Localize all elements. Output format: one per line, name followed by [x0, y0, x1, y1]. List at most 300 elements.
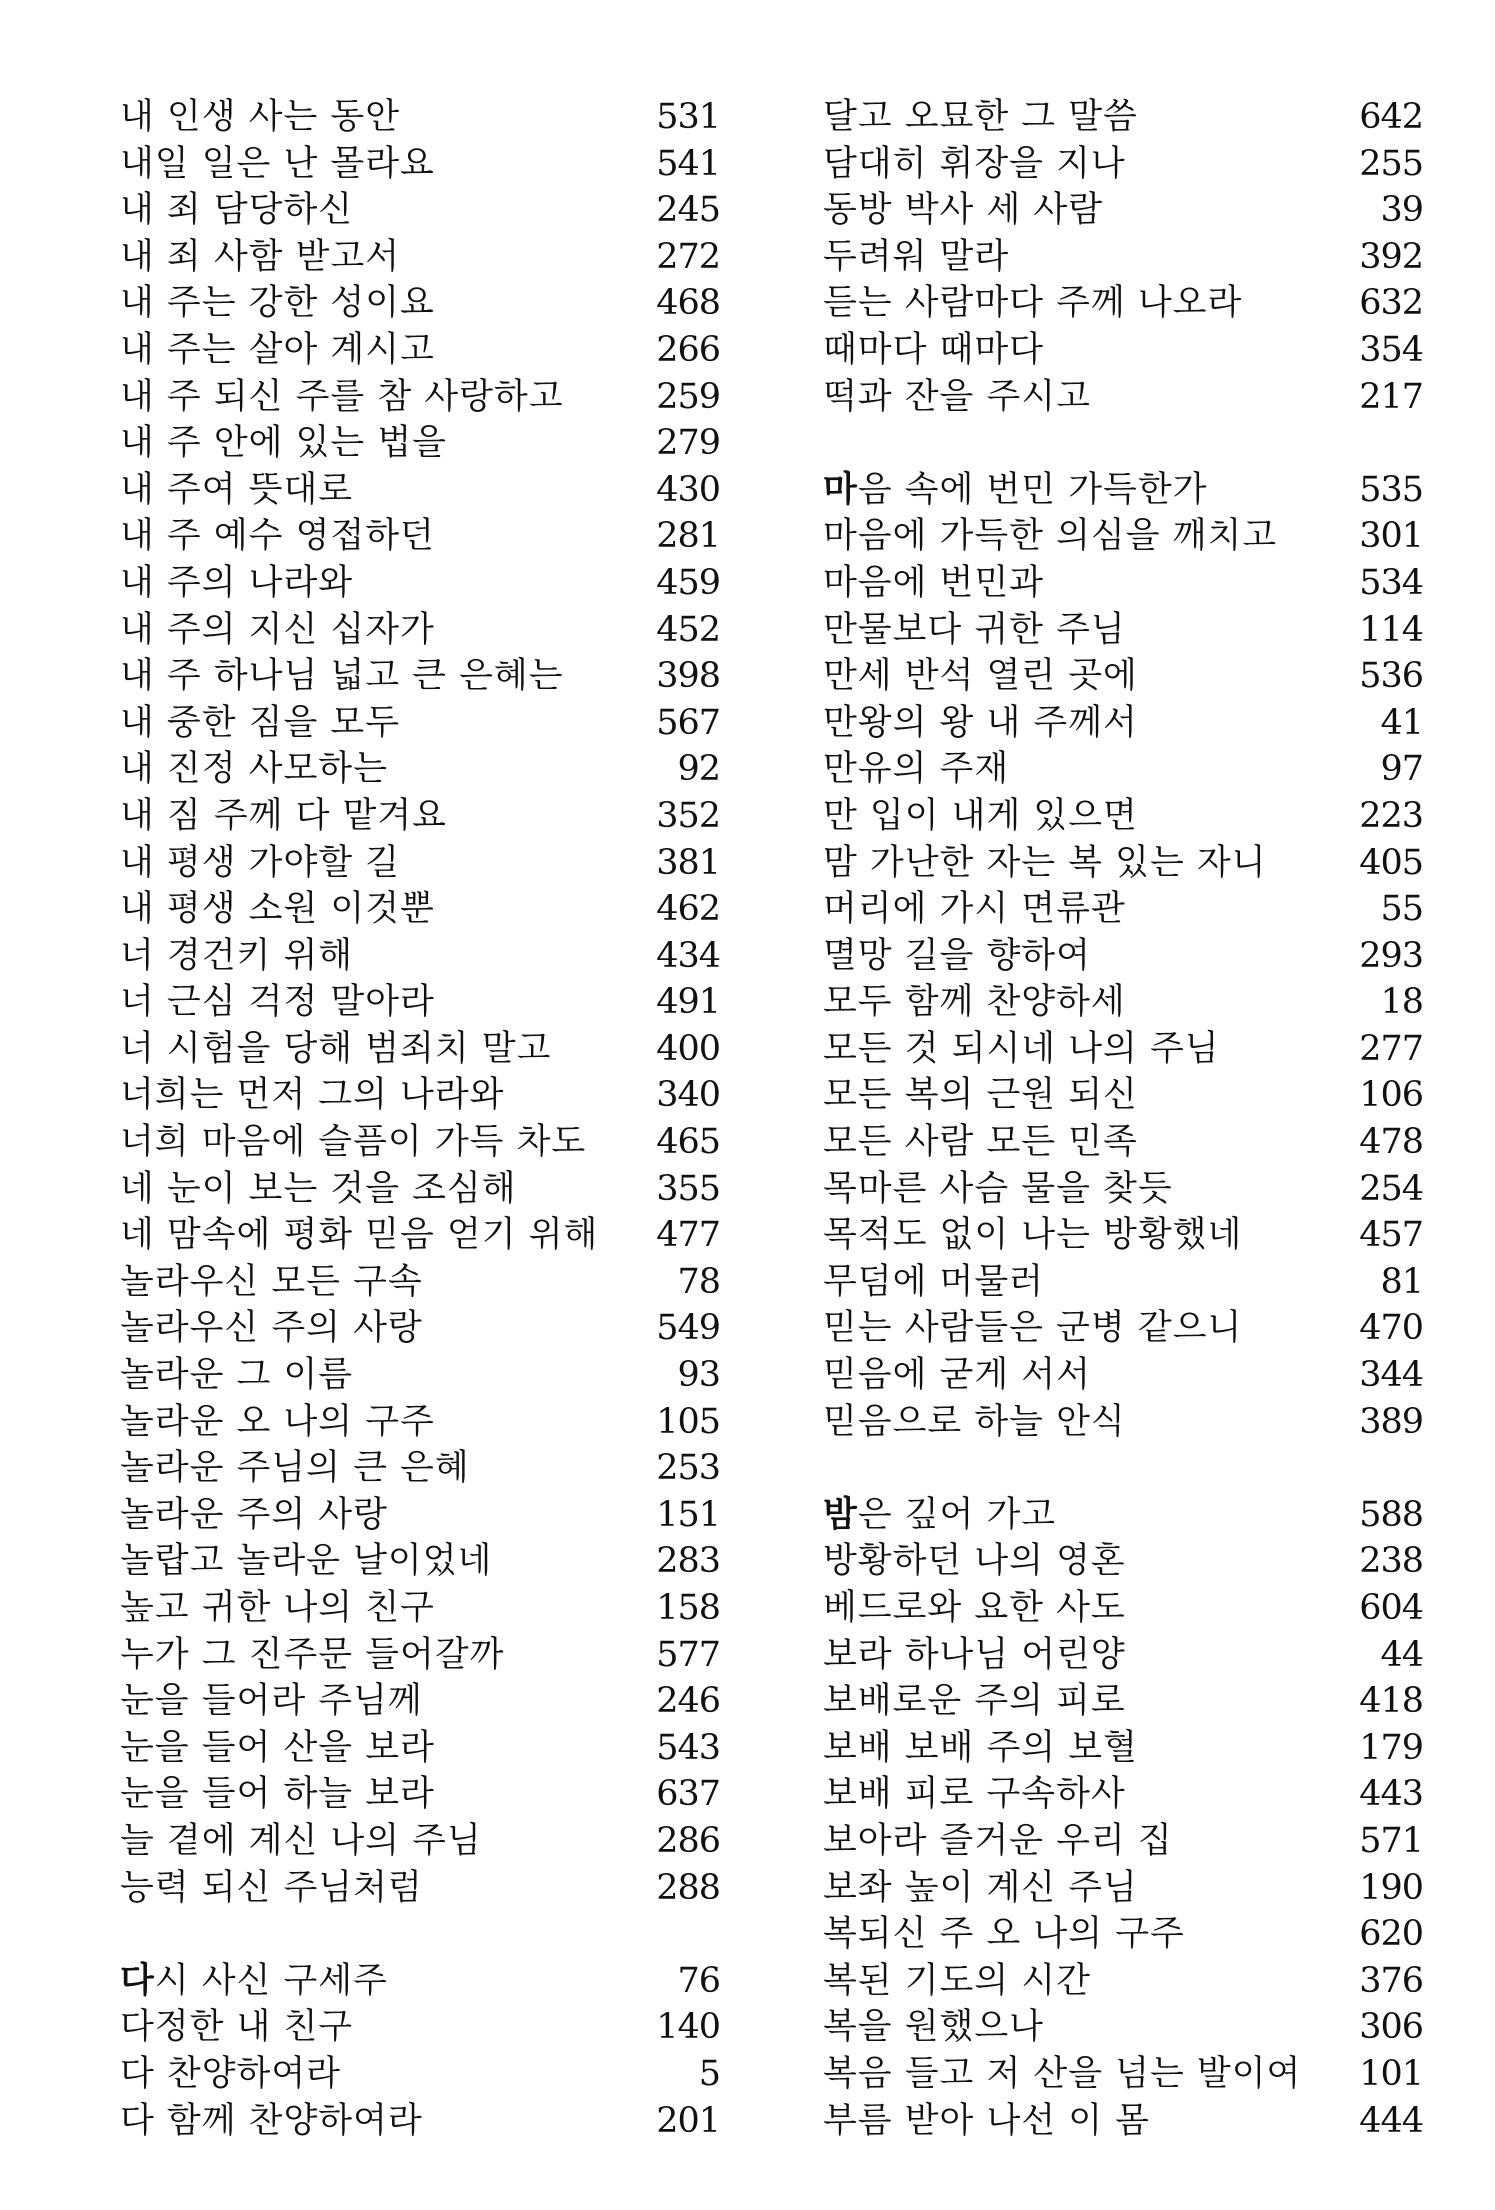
entry-title — [120, 1305, 423, 1352]
entry-title — [120, 280, 435, 327]
index-entry — [120, 327, 720, 374]
entry-page-number: 151 — [656, 1494, 720, 1535]
entry-title — [823, 1865, 1138, 1912]
entry-title-text: 놀라운 그 이름 — [120, 1355, 354, 1396]
entry-title-text: 때마다 때마다 — [823, 329, 1044, 370]
entry-title — [120, 1399, 435, 1446]
entry-title-text: 믿음으로 하늘 안식 — [823, 1401, 1126, 1442]
entry-title — [823, 141, 1126, 188]
entry-page-number: 5 — [698, 2053, 720, 2094]
entry-title — [823, 1585, 1126, 1632]
index-entry — [120, 1212, 720, 1259]
entry-title — [823, 1958, 1091, 2005]
entry-title-text: 보배 보배 주의 보혈 — [823, 1727, 1138, 1768]
index-gap — [120, 1911, 720, 1958]
entry-page-number: 398 — [656, 656, 720, 697]
entry-title — [823, 1305, 1242, 1352]
entry-page-number: 81 — [1380, 1261, 1423, 1302]
entry-title — [823, 1026, 1220, 1073]
entry-title — [823, 979, 1126, 1026]
entry-page-number: 306 — [1359, 2007, 1423, 2048]
entry-title-text: 떡과 잔을 주시고 — [823, 376, 1091, 417]
entry-title — [823, 1725, 1138, 1772]
entry-page-number: 281 — [656, 516, 720, 557]
entry-page-number: 344 — [1359, 1355, 1423, 1396]
entry-title-text: 내 주는 강한 성이요 — [120, 283, 435, 324]
index-entry — [823, 280, 1423, 327]
entry-page-number: 434 — [656, 935, 720, 976]
index-entry — [120, 1538, 720, 1585]
entry-title — [823, 1538, 1126, 1585]
entry-title-text: 내 주 안에 있는 법을 — [120, 423, 447, 464]
index-entry — [120, 1865, 720, 1912]
entry-page-number: 632 — [1359, 283, 1423, 324]
entry-title-text: 보라 하나님 어린양 — [823, 1634, 1126, 1675]
entry-title-text: 멸망 길을 향하여 — [823, 935, 1091, 976]
entry-title-text: 모두 함께 찬양하세 — [823, 982, 1126, 1023]
entry-title — [823, 746, 1009, 793]
entry-title-text: 듣는 사람마다 주께 나오라 — [823, 283, 1243, 324]
index-entry — [823, 700, 1423, 747]
index-entry — [823, 1305, 1423, 1352]
entry-title — [823, 607, 1126, 654]
index-entry — [120, 1445, 720, 1492]
index-entry — [823, 1212, 1423, 1259]
entry-title-text: 내 죄 사함 받고서 — [120, 236, 401, 277]
entry-title-text: 베드로와 요한 사도 — [823, 1588, 1126, 1628]
entry-page-number: 354 — [1359, 329, 1423, 370]
entry-page-number: 470 — [1359, 1308, 1423, 1349]
index-entry — [120, 746, 720, 793]
index-entry — [823, 1026, 1423, 1073]
entry-title-text: 놀라운 오 나의 구주 — [120, 1401, 435, 1442]
entry-page-number: 238 — [1359, 1541, 1423, 1582]
entry-title — [120, 1725, 435, 1772]
entry-title — [823, 2098, 1150, 2145]
entry-page-number: 400 — [656, 1028, 720, 1069]
entry-title-text: 네 눈이 보는 것을 조심해 — [120, 1168, 517, 1209]
entry-title — [120, 653, 564, 700]
entry-title — [120, 793, 447, 840]
entry-page-number: 543 — [656, 1727, 720, 1768]
entry-page-number: 418 — [1359, 1681, 1423, 1722]
entry-title-text: 눈을 들어라 주님께 — [120, 1681, 423, 1722]
index-entry — [120, 653, 720, 700]
entry-title — [120, 933, 353, 980]
entry-page-number: 477 — [656, 1215, 720, 1256]
entry-page-number: 376 — [1359, 1960, 1423, 2001]
entry-page-number: 535 — [1359, 469, 1423, 510]
entry-page-number: 101 — [1359, 2053, 1423, 2094]
entry-page-number: 277 — [1359, 1028, 1423, 1069]
entry-title-text: 복된 기도의 시간 — [823, 1960, 1091, 2001]
entry-page-number: 158 — [656, 1588, 720, 1628]
entry-title — [823, 374, 1091, 421]
entry-page-number: 459 — [656, 562, 720, 603]
entry-page-number: 457 — [1359, 1215, 1423, 1256]
entry-title — [823, 1911, 1185, 1958]
index-entry — [823, 1166, 1423, 1213]
entry-title-text: 내 주의 나라와 — [120, 562, 354, 603]
index-entry — [823, 840, 1423, 887]
entry-page-number: 283 — [656, 1541, 720, 1582]
index-entry — [823, 607, 1423, 654]
entry-page-number: 76 — [677, 1960, 720, 2001]
entry-page-number: 41 — [1380, 702, 1423, 743]
entry-title — [120, 746, 388, 793]
entry-title — [120, 94, 400, 141]
entry-title — [823, 94, 1138, 141]
entry-title — [823, 1166, 1173, 1213]
entry-title — [823, 840, 1267, 887]
entry-title-text: 모든 것 되시네 나의 주님 — [823, 1028, 1220, 1069]
entry-page-number: 541 — [656, 143, 720, 184]
index-entry — [823, 2004, 1423, 2051]
entry-title — [120, 141, 435, 188]
entry-title — [823, 1678, 1126, 1725]
index-entry — [120, 933, 720, 980]
index-entry — [823, 560, 1423, 607]
entry-title-text: 너 시험을 당해 범죄치 말고 — [120, 1028, 552, 1069]
entry-title — [823, 2004, 1044, 2051]
entry-title-text: 네 맘속에 평화 믿음 얻기 위해 — [120, 1215, 599, 1256]
entry-page-number: 245 — [656, 190, 720, 231]
entry-title-text: 무덤에 머물러 — [823, 1261, 1044, 1302]
section-initial: 다 — [120, 1959, 155, 2001]
entry-title — [120, 374, 564, 421]
index-entry — [120, 513, 720, 560]
entry-title — [823, 1632, 1126, 1679]
entry-title-text: 내 죄 담당하신 — [120, 190, 354, 231]
index-entry — [120, 374, 720, 421]
index-entry — [120, 607, 720, 654]
index-entry — [823, 327, 1423, 374]
index-entry — [823, 1958, 1423, 2005]
entry-page-number: 352 — [656, 795, 720, 836]
entry-title — [120, 1678, 423, 1725]
entry-title-text: 맘 가난한 자는 복 있는 자니 — [823, 842, 1267, 883]
index-entry — [823, 2098, 1423, 2145]
entry-page-number: 468 — [656, 283, 720, 324]
entry-title-text: 만세 반석 열린 곳에 — [823, 656, 1138, 697]
entry-title-text: 만왕의 왕 내 주께서 — [823, 702, 1138, 743]
entry-title-text: 다정한 내 친구 — [120, 2007, 354, 2048]
entry-title-text: 만유의 주재 — [823, 749, 1010, 790]
index-entry — [823, 467, 1423, 514]
entry-page-number: 452 — [656, 609, 720, 650]
entry-title-text: 복을 원했으나 — [823, 2007, 1044, 2048]
entry-title-text: 담대히 휘장을 지나 — [823, 143, 1126, 184]
entry-title — [823, 1352, 1091, 1399]
entry-page-number: 255 — [1359, 143, 1423, 184]
entry-title-text: 은 깊어 가고 — [857, 1494, 1057, 1535]
entry-page-number: 288 — [656, 1867, 720, 1908]
entry-page-number: 340 — [656, 1075, 720, 1116]
entry-page-number: 478 — [1359, 1122, 1423, 1163]
entry-page-number: 534 — [1359, 562, 1423, 603]
entry-page-number: 93 — [677, 1355, 720, 1396]
section-initial: 밤 — [823, 1493, 858, 1535]
entry-title — [120, 1538, 492, 1585]
entry-title-text: 마음에 가득한 의심을 깨치고 — [823, 516, 1278, 557]
entry-page-number: 549 — [656, 1308, 720, 1349]
entry-page-number: 491 — [656, 982, 720, 1023]
index-entry — [823, 653, 1423, 700]
index-entry — [120, 1585, 720, 1632]
index-entry — [823, 1259, 1423, 1306]
entry-title-text: 눈을 들어 하늘 보라 — [120, 1774, 435, 1815]
index-entry — [120, 1166, 720, 1213]
entry-title-text: 믿는 사람들은 군병 같으니 — [823, 1308, 1243, 1349]
index-entry — [120, 1678, 720, 1725]
entry-title-text: 다 찬양하여라 — [120, 2053, 341, 2094]
index-entry — [120, 1352, 720, 1399]
entry-title-text: 놀라운 주의 사랑 — [120, 1494, 388, 1535]
index-entry — [120, 1072, 720, 1119]
entry-title — [823, 234, 1009, 281]
entry-title-text: 내일 일은 난 몰라요 — [120, 143, 435, 184]
entry-title — [823, 793, 1138, 840]
entry-title — [120, 513, 435, 560]
index-entry — [823, 1725, 1423, 1772]
index-entry — [823, 1771, 1423, 1818]
entry-title-text: 내 주여 뜻대로 — [120, 469, 354, 510]
entry-title-text: 내 평생 소원 이것뿐 — [120, 889, 435, 930]
index-gap — [823, 1445, 1423, 1492]
entry-title-text: 내 중한 짐을 모두 — [120, 702, 401, 743]
entry-page-number: 18 — [1380, 982, 1423, 1023]
entry-page-number: 286 — [656, 1820, 720, 1861]
entry-title-text: 눈을 들어 산을 보라 — [120, 1727, 435, 1768]
index-entry — [823, 1632, 1423, 1679]
entry-page-number: 571 — [1359, 1820, 1423, 1861]
entry-page-number: 223 — [1359, 795, 1423, 836]
entry-page-number: 253 — [656, 1448, 720, 1489]
entry-title — [823, 280, 1242, 327]
entry-title — [120, 327, 435, 374]
entry-title-text: 부름 받아 나선 이 몸 — [823, 2100, 1150, 2141]
entry-title — [120, 1119, 586, 1166]
entry-title — [823, 467, 1207, 514]
index-entry — [120, 2098, 720, 2145]
index-entry — [120, 1026, 720, 1073]
entry-title — [120, 467, 353, 514]
entry-title — [823, 1212, 1242, 1259]
entry-title-text: 목마른 사슴 물을 찾듯 — [823, 1168, 1173, 1209]
index-entry — [823, 793, 1423, 840]
entry-page-number: 567 — [656, 702, 720, 743]
index-entry — [120, 1259, 720, 1306]
index-entry — [823, 374, 1423, 421]
entry-page-number: 106 — [1359, 1075, 1423, 1116]
index-entry — [823, 746, 1423, 793]
entry-title — [823, 2051, 1301, 2098]
index-entry — [823, 1818, 1423, 1865]
index-entry — [823, 1865, 1423, 1912]
entry-title — [120, 420, 447, 467]
index-entry — [120, 94, 720, 141]
entry-title-text: 내 짐 주께 다 맡겨요 — [120, 795, 447, 836]
entry-title-text: 내 주의 지신 십자가 — [120, 609, 435, 650]
entry-title-text: 다 함께 찬양하여라 — [120, 2100, 423, 2141]
entry-title — [823, 513, 1277, 560]
entry-title-text: 누가 그 진주문 들어갈까 — [120, 1634, 505, 1675]
entry-title-text: 복되신 주 오 나의 구주 — [823, 1914, 1185, 1955]
entry-title-text: 동방 박사 세 사람 — [823, 190, 1104, 231]
index-entry — [120, 1399, 720, 1446]
entry-title — [823, 653, 1138, 700]
index-entry — [823, 513, 1423, 560]
entry-page-number: 179 — [1359, 1727, 1423, 1768]
entry-title — [823, 327, 1044, 374]
entry-title-text: 마음에 번민과 — [823, 562, 1044, 603]
entry-page-number: 92 — [677, 749, 720, 790]
index-entry — [823, 886, 1423, 933]
entry-title — [120, 979, 435, 1026]
entry-page-number: 39 — [1380, 190, 1423, 231]
entry-page-number: 78 — [677, 1261, 720, 1302]
index-column-left — [120, 94, 720, 2144]
entry-title — [120, 1026, 551, 1073]
entry-title — [120, 1865, 423, 1912]
entry-title-text: 높고 귀한 나의 친구 — [120, 1588, 435, 1628]
entry-title — [120, 1958, 388, 2005]
index-entry — [120, 187, 720, 234]
entry-page-number: 266 — [656, 329, 720, 370]
index-entry — [120, 1818, 720, 1865]
entry-title-text: 내 주 하나님 넓고 큰 은혜는 — [120, 656, 564, 697]
entry-title-text: 복음 들고 저 산을 넘는 발이여 — [823, 2053, 1302, 2094]
index-entry — [120, 234, 720, 281]
index-entry — [823, 94, 1423, 141]
index-entry — [823, 1119, 1423, 1166]
entry-page-number: 462 — [656, 889, 720, 930]
index-entry — [120, 886, 720, 933]
entry-title — [823, 1119, 1138, 1166]
entry-title — [120, 1818, 482, 1865]
entry-title — [120, 1585, 435, 1632]
index-entry — [120, 1725, 720, 1772]
entry-title-text: 능력 되신 주님처럼 — [120, 1867, 423, 1908]
entry-page-number: 97 — [1380, 749, 1423, 790]
entry-title — [120, 886, 435, 933]
entry-page-number: 105 — [656, 1401, 720, 1442]
entry-title — [823, 1818, 1173, 1865]
entry-title-text: 방황하던 나의 영혼 — [823, 1541, 1126, 1582]
entry-title — [120, 1632, 504, 1679]
index-entry — [120, 840, 720, 887]
entry-title-text: 내 인생 사는 동안 — [120, 97, 401, 137]
entry-page-number: 272 — [656, 236, 720, 277]
entry-page-number: 140 — [656, 2007, 720, 2048]
entry-page-number: 44 — [1380, 1634, 1423, 1675]
entry-title-text: 믿음에 굳게 서서 — [823, 1355, 1091, 1396]
entry-title-text: 너 경건키 위해 — [120, 935, 354, 976]
entry-page-number: 604 — [1359, 1588, 1423, 1628]
entry-title-text: 놀라우신 주의 사랑 — [120, 1308, 423, 1349]
index-entry — [120, 1632, 720, 1679]
entry-title-text: 내 주 예수 영접하던 — [120, 516, 435, 557]
index-entry — [120, 560, 720, 607]
index-entry — [120, 1119, 720, 1166]
entry-title — [823, 560, 1044, 607]
index-entry — [120, 420, 720, 467]
index-column-right — [823, 94, 1423, 2144]
index-entry — [120, 979, 720, 1026]
entry-title — [823, 1259, 1044, 1306]
entry-page-number: 279 — [656, 423, 720, 464]
entry-page-number: 246 — [656, 1681, 720, 1722]
entry-title-text: 내 평생 가야할 길 — [120, 842, 401, 883]
index-entry — [120, 793, 720, 840]
entry-title — [120, 560, 353, 607]
index-entry — [823, 2051, 1423, 2098]
entry-page-number: 531 — [656, 97, 720, 137]
entry-page-number: 259 — [656, 376, 720, 417]
index-entry — [823, 1072, 1423, 1119]
entry-page-number: 254 — [1359, 1168, 1423, 1209]
entry-title-text: 머리에 가시 면류관 — [823, 889, 1126, 930]
entry-title — [823, 1492, 1056, 1539]
entry-title-text: 너 근심 걱정 말아라 — [120, 982, 435, 1023]
index-entry — [120, 700, 720, 747]
entry-title-text: 시 사신 구세주 — [154, 1960, 388, 2001]
entry-page-number: 536 — [1359, 656, 1423, 697]
entry-title — [120, 1492, 388, 1539]
entry-page-number: 201 — [656, 2100, 720, 2141]
entry-title-text: 내 주 되신 주를 참 사랑하고 — [120, 376, 564, 417]
entry-title-text: 너희는 먼저 그의 나라와 — [120, 1075, 505, 1116]
entry-title-text: 놀라우신 모든 구속 — [120, 1261, 423, 1302]
entry-title-text: 모든 복의 근원 되신 — [823, 1075, 1138, 1116]
entry-page-number: 114 — [1359, 609, 1423, 650]
index-entry — [823, 1678, 1423, 1725]
entry-title-text: 음 속에 번민 가득한가 — [857, 469, 1208, 510]
entry-page-number: 389 — [1359, 1401, 1423, 1442]
index-entry — [823, 187, 1423, 234]
index-entry — [120, 467, 720, 514]
entry-title — [120, 1259, 423, 1306]
index-entry — [823, 1399, 1423, 1446]
entry-title — [120, 700, 400, 747]
index-entry — [823, 1911, 1423, 1958]
entry-title — [823, 886, 1126, 933]
index-entry — [120, 1958, 720, 2005]
entry-title — [823, 187, 1103, 234]
entry-title-text: 보배로운 주의 피로 — [823, 1681, 1126, 1722]
entry-title-text: 목적도 없이 나는 방황했네 — [823, 1215, 1243, 1256]
entry-title — [120, 2004, 353, 2051]
entry-title-text: 모든 사람 모든 민족 — [823, 1122, 1138, 1163]
entry-page-number: 301 — [1359, 516, 1423, 557]
entry-title-text: 늘 곁에 계신 나의 주님 — [120, 1820, 482, 1861]
index-entry — [823, 1352, 1423, 1399]
index-entry — [823, 234, 1423, 281]
entry-title-text: 보아라 즐거운 우리 집 — [823, 1820, 1173, 1861]
entry-page-number: 381 — [656, 842, 720, 883]
entry-title — [823, 1771, 1126, 1818]
entry-title — [120, 607, 435, 654]
entry-page-number: 392 — [1359, 236, 1423, 277]
index-entry — [823, 141, 1423, 188]
entry-page-number: 642 — [1359, 97, 1423, 137]
index-entry — [120, 1492, 720, 1539]
entry-title — [823, 700, 1138, 747]
entry-title-text: 보배 피로 구속하사 — [823, 1774, 1126, 1815]
entry-title — [823, 1399, 1126, 1446]
entry-title — [120, 1445, 470, 1492]
index-entry — [120, 280, 720, 327]
